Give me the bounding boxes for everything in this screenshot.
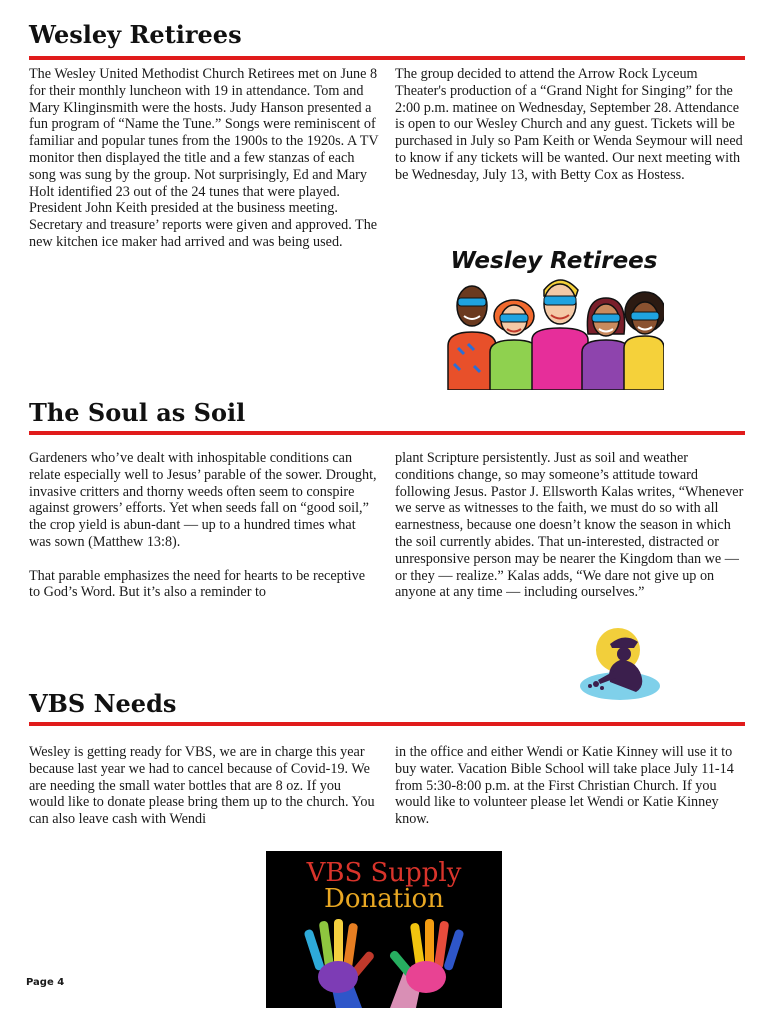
paragraph: Wesley is getting ready for VBS, we are in charge this year because last year we had to cancel because of Covid-19. We are needing the small water bottles that are 8 oz. If you would like to donate please bring them up to the church. You can also leave cash with Wendi <box>29 744 375 828</box>
person-figure <box>490 300 538 390</box>
right-column <box>395 450 745 601</box>
left-column <box>29 66 379 251</box>
paragraph: plant Scripture persistently. Just as soil and weather conditions change, so may someone’s attitude toward following Jesus. Pastor J. Ellsworth Kalas writes, “Whenever we serve as witnesses to the faith, we must do so with all earnestness, because one doesn’t know the season in which the soil currently abides. That un-interested, distracted or unresponsive person may be nearer the Kingdom than we — or they — realize.” Kalas adds, “We dare not give up on anyone at any time — including ourselves.” <box>395 450 744 601</box>
section-heading: VBS Needs <box>29 689 177 718</box>
person-figure <box>582 298 630 390</box>
vbs-donation-image <box>266 851 502 1008</box>
paragraph: The group decided to attend the Arrow Rock Lyceum Theater's production of a “Grand Night for Singing” for the 2:00 p.m. matinee on Wednesday, September 28. Attendance is open to our Wesley Church and any guest. Tickets will be purchased in July so Pam Keith or Wenda Seymour will need to know if any tickets will be wanted. Our next meeting with be Wednesday, July 13, with Betty Cox as Hostess. <box>395 66 743 183</box>
right-column <box>395 66 745 251</box>
paragraph: That parable emphasizes the need for hearts to be receptive to God’s Word. But it’s also a reminder to <box>29 567 366 601</box>
person-figure <box>532 280 588 390</box>
red-divider <box>29 56 745 60</box>
red-divider <box>29 431 745 435</box>
paragraph: Gardeners who’ve dealt with inhospitable conditions can relate especially well to Jesus’ parable of the sower. Drought, invasive critters and thorny weeds often seem to conspire against growers’ efforts. Yet when seeds fall on “good soil,” the crop yield is abun-dant — up to a hundred times what was sown (Matthew 13:8). <box>29 450 377 550</box>
person-figure <box>448 286 496 390</box>
page-number: Page 4 <box>26 977 65 988</box>
section-heading: Wesley Retirees <box>29 20 242 49</box>
red-divider <box>29 722 745 726</box>
right-column <box>395 744 745 828</box>
section-vbs-needs <box>29 689 745 839</box>
left-column <box>29 450 379 601</box>
paragraph: in the office and either Wendi or Katie Kinney will use it to buy water. Vacation Bible School will take place July 11-14 from 5:30-8:00 p.m. at the First Christian Church. If you would like to volunteer please let Wendi or Katie Kinney know. <box>395 744 734 828</box>
left-column <box>29 744 379 828</box>
paragraph: The Wesley United Methodist Church Retirees met on June 8 for their monthly luncheon with 19 in attendance. Tom and Mary Klinginsmith were the hosts. Judy Hanson presented a fun program of “Name the Tune.” Songs were reminiscent of familiar and popular tunes from the 1900s to the 1920s. A TV monitor then displayed the title and a few stanzas of each song was sung by the group. Not surprisingly, Ed and Mary Holt identified 23 out of the 24 tunes that were played. President John Keith presided at the business meeting. Secretary and treasure’ reports were given and approved. The new kitchen ice maker had arrived and was being used. <box>29 66 379 250</box>
section-heading: The Soul as Soil <box>29 398 246 427</box>
vbs-art-line2: Donation <box>324 884 444 914</box>
retirees-illustration <box>444 236 664 390</box>
retirees-art-title: Wesley Retirees <box>450 248 658 274</box>
vbs-art-line1: VBS Supply <box>306 858 462 888</box>
person-figure <box>624 292 664 390</box>
section-soul-as-soil <box>29 398 745 638</box>
